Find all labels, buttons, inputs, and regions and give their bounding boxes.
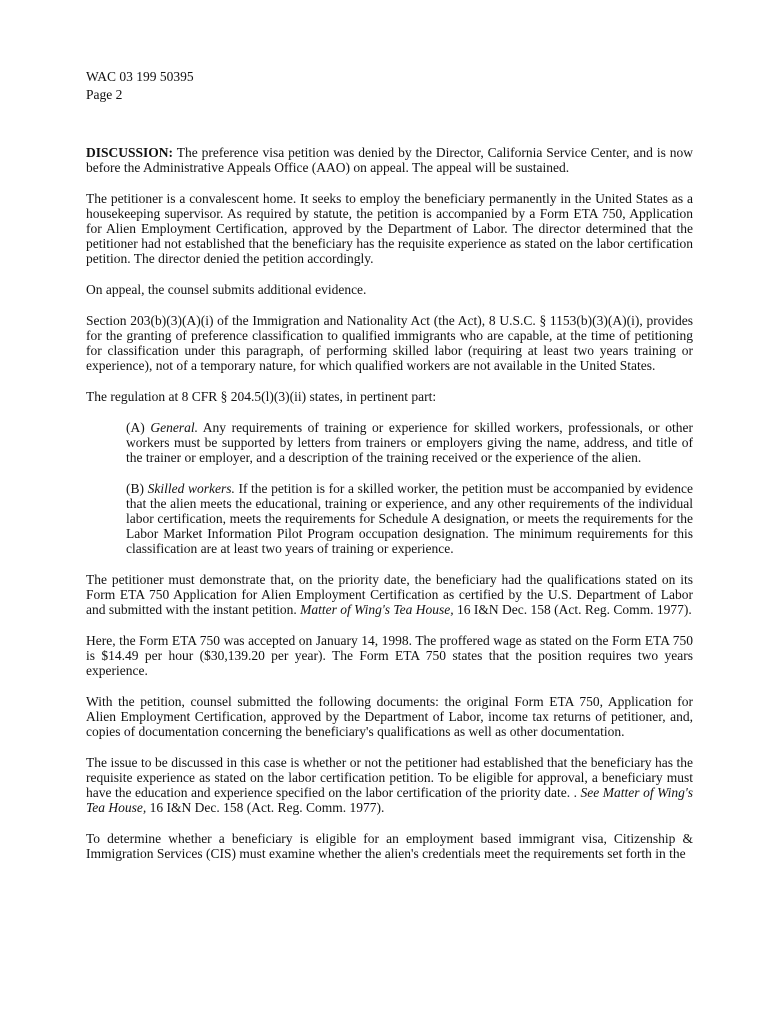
case-citation: See Matter of Wing's Tea House, <box>86 785 693 815</box>
statute-paragraph: Section 203(b)(3)(A)(i) of the Immigration and Nationality Act (the Act), 8 U.S.C. § 1153(b)(3)(A)(i), provides for the granting of preference classification to qualified immigrants who are capable, at the time of petitioning for classification under this paragraph, of performing skilled labor (requiring at least two years training or experience), not of a temporary nature, for which qualified workers are not available in the United States. <box>86 313 693 373</box>
discussion-paragraph: DISCUSSION: The preference visa petition was denied by the Director, California Service Center, and is now before the Administrative Appeals Office (AAO) on appeal. The appeal will be sustained. <box>86 145 693 175</box>
regulation-intro: The regulation at 8 CFR § 204.5(l)(3)(ii) states, in pertinent part: <box>86 389 437 404</box>
eligibility-paragraph: To determine whether a beneficiary is eligible for an employment based immigrant visa, Citizenship & Immigration Services (CIS) must examine whether the alien's credentials meet the requirements set forth in the <box>86 831 693 861</box>
case-citation: Matter of Wing's Tea House, <box>300 602 454 617</box>
regulation-skilled-workers: (B) Skilled workers. If the petition is for a skilled worker, the petition must be accompanied by evidence that the alien meets the educational, training or experience, and any other requirements of the individual labor certification, meets the requirements for Schedule A designation, or meets the requirements for the Labor Market Information Pilot Program occupation designation. The minimum requirements for this classification are at least two years of training or experience. <box>126 481 693 556</box>
discussion-label: DISCUSSION: <box>86 145 174 160</box>
page-number: Page 2 <box>86 87 123 102</box>
petitioner-paragraph: The petitioner is a convalescent home. It seeks to employ the beneficiary permanently in the United States as a housekeeping supervisor. As required by statute, the petition is accompanied by a Form ETA 750, Application for Alien Employment Certification, approved by the Department of Labor. The director determined that the petitioner had not established that the beneficiary has the requisite experience as stated on the labor certification petition. The director denied the petition accordingly. <box>86 191 693 266</box>
form-eta-paragraph: Here, the Form ETA 750 was accepted on January 14, 1998. The proffered wage as stated on the Form ETA 750 is $14.49 per hour ($30,139.20 per year). The Form ETA 750 states that the position requires two years experience. <box>86 633 693 678</box>
case-number: WAC 03 199 50395 <box>86 69 194 84</box>
document-body <box>86 145 693 877</box>
page-header <box>86 68 194 104</box>
documents-paragraph: With the petition, counsel submitted the following documents: the original Form ETA 750, Application for Alien Employment Certification, approved by the Department of Labor, income tax returns of petitioner, and, copies of documentation concerning the beneficiary's qualifications as well as other documentation. <box>86 694 693 739</box>
regulation-general: (A) General. Any requirements of training or experience for skilled workers, professionals, or other workers must be supported by letters from trainers or employers giving the name, address, and title of the trainer or employer, and a description of the training received or the experience of the alien. <box>126 420 693 465</box>
appeal-paragraph: On appeal, the counsel submits additional evidence. <box>86 282 367 297</box>
priority-date-paragraph: The petitioner must demonstrate that, on the priority date, the beneficiary had the qualifications stated on its Form ETA 750 Application for Alien Employment Certification as certified by the U.S. Department of Labor and submitted with the instant petition. Matter of Wing's Tea House, 16 I&N Dec. 158 (Act. Reg. Comm. 1977). <box>86 572 693 617</box>
issue-paragraph: The issue to be discussed in this case is whether or not the petitioner had established that the beneficiary has the requisite experience as stated on the labor certification petition. To be eligible for approval, a beneficiary must have the education and experience specified on the labor certification of the priority date. . See Matter of Wing's Tea House, 16 I&N Dec. 158 (Act. Reg. Comm. 1977). <box>86 755 693 815</box>
